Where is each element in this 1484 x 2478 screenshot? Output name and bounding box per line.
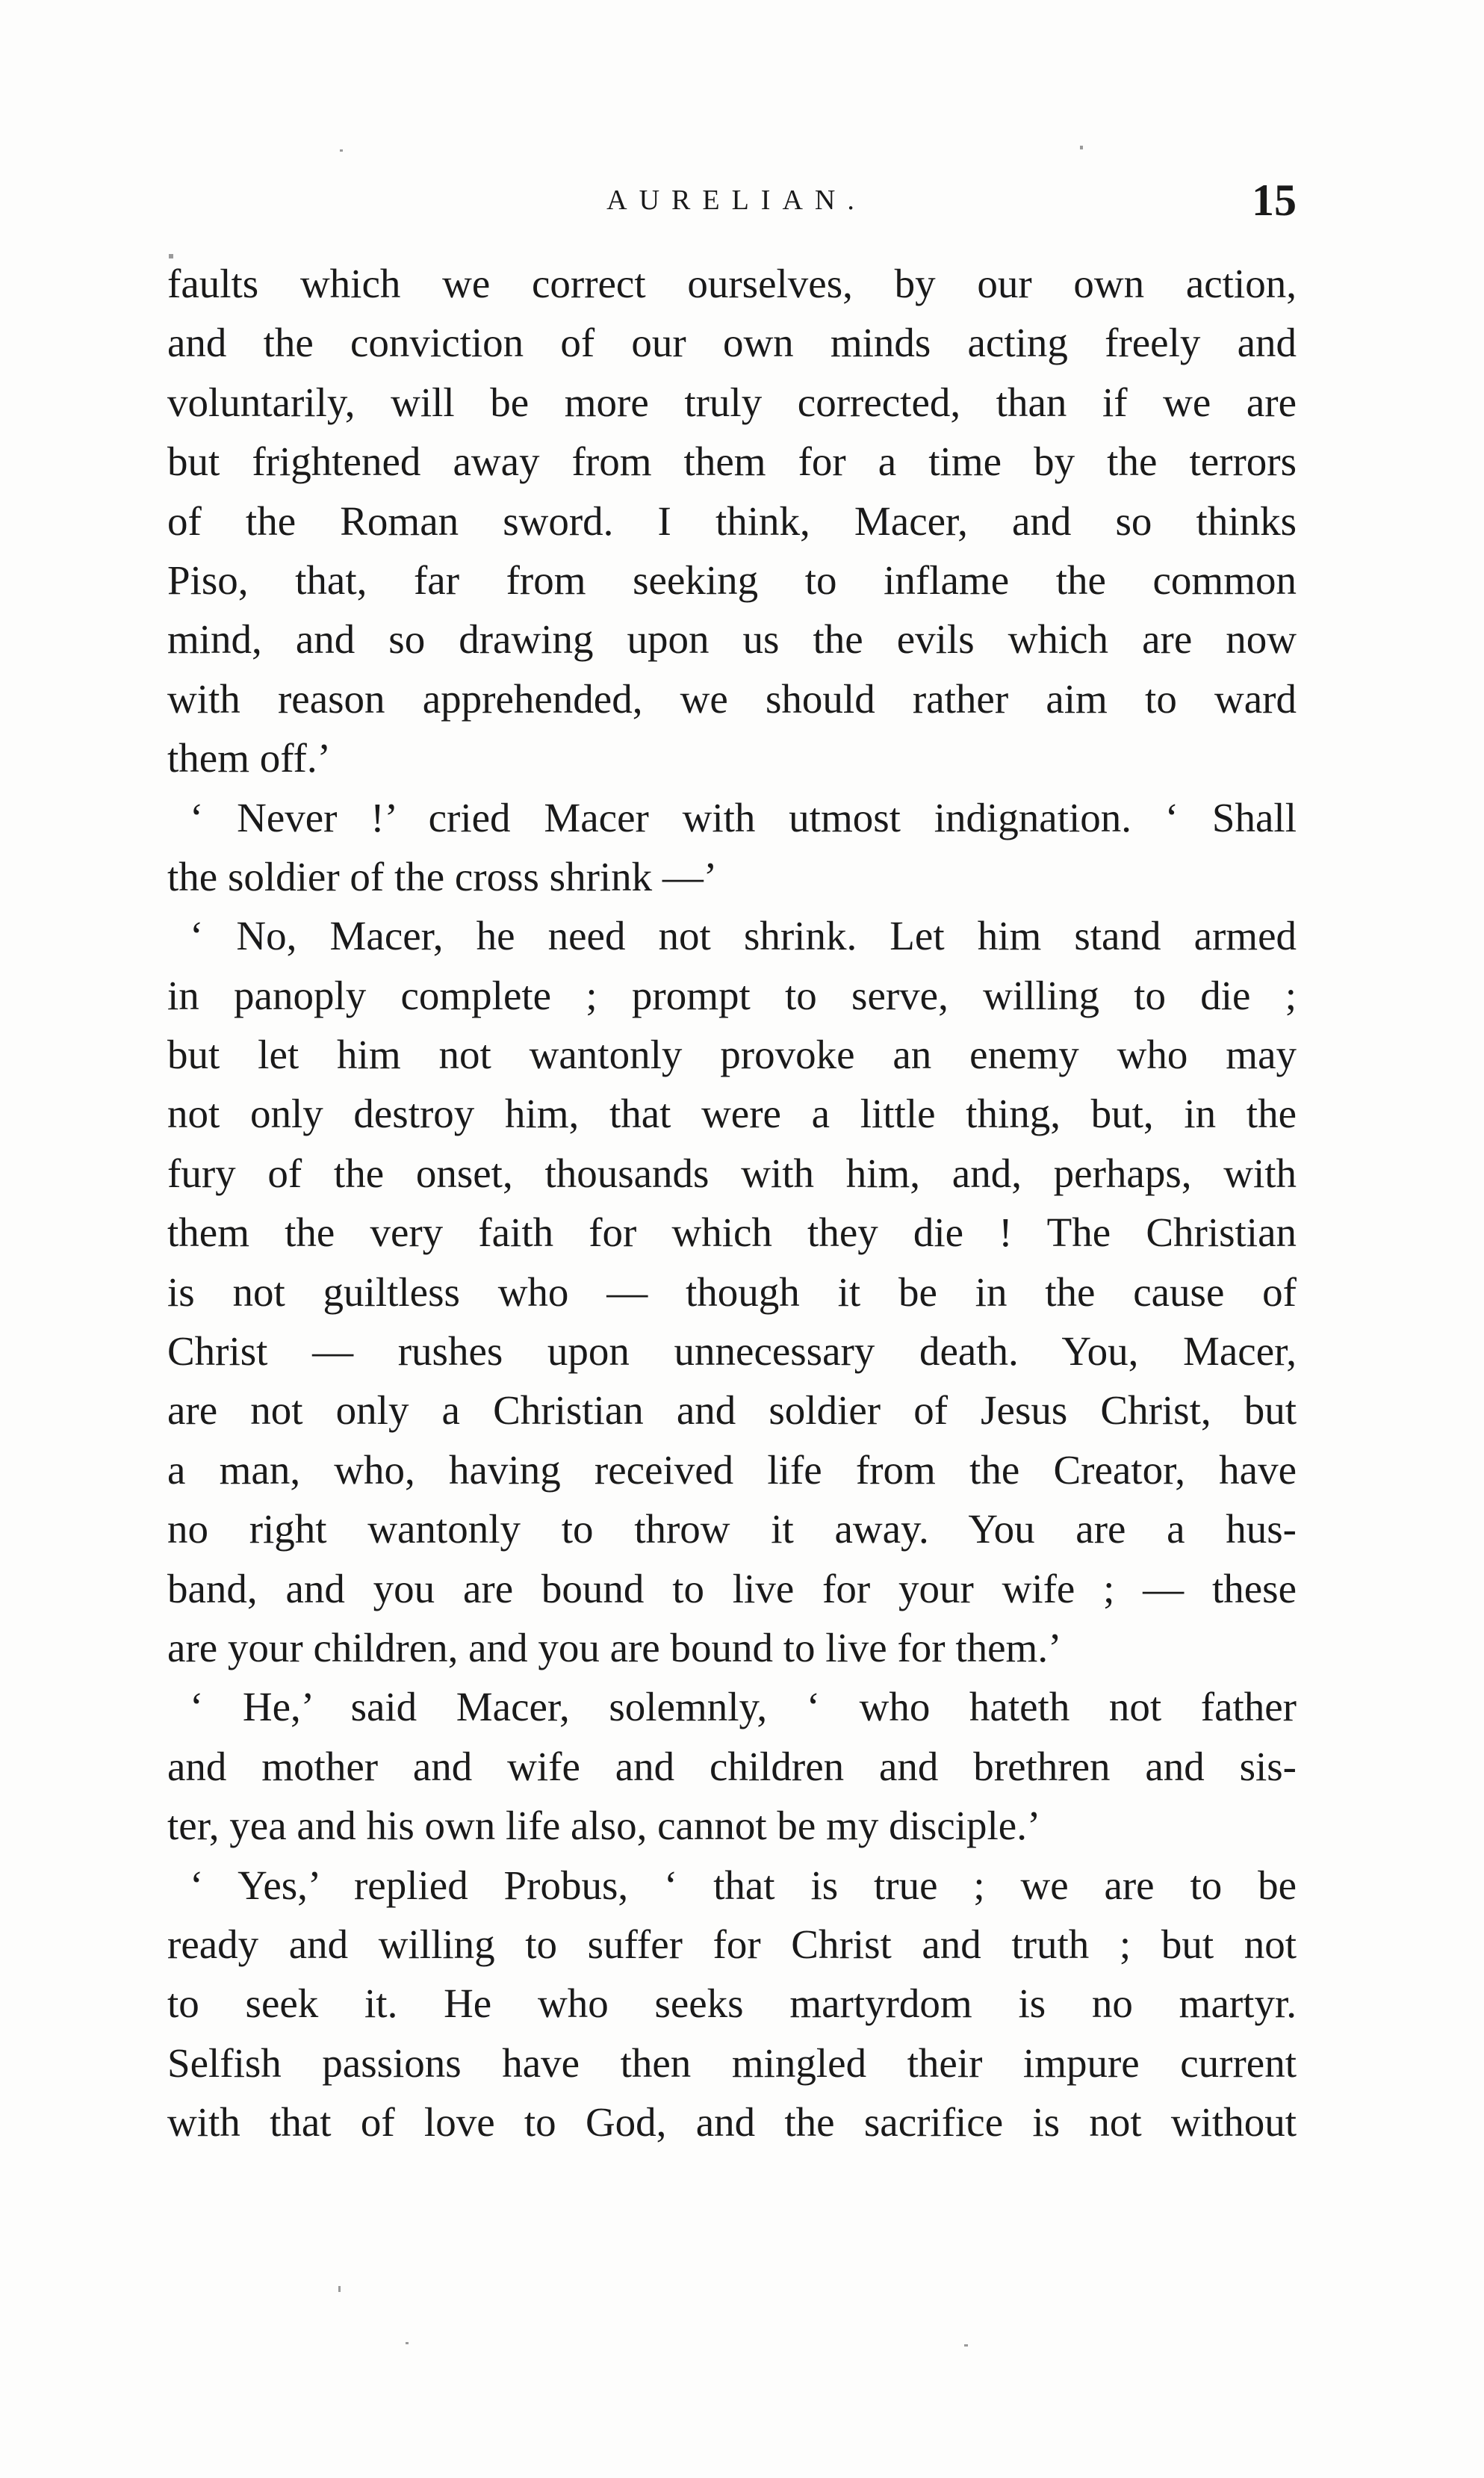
text-line: and the conviction of our own minds acting freely and: [167, 320, 1297, 366]
text-line: are not only a Christian and soldier of Jesus Christ, but: [167, 1387, 1297, 1434]
print-speck: [169, 254, 173, 258]
print-speck: [1080, 146, 1083, 149]
text-line: in panoply complete ; prompt to serve, willing to die ;: [167, 972, 1297, 1018]
text-line: ‘ No, Macer, he need not shrink. Let him stand armed: [190, 913, 1297, 959]
text-line: not only destroy him, that were a little thing, but, in the: [167, 1091, 1297, 1137]
text-line: Christ — rushes upon unnecessary death. You, Macer,: [167, 1328, 1297, 1375]
text-line: Selfish passions have then mingled their impure current: [167, 2039, 1297, 2086]
text-line: a man, who, having received life from the Creator, have: [167, 1446, 1297, 1493]
text-line: them off.’: [167, 735, 331, 781]
text-line: fury of the onset, thousands with him, and, perhaps, with: [167, 1150, 1297, 1196]
page-number: 15: [1252, 176, 1297, 225]
text-line: is not guiltless who — though it be in the cause of: [167, 1269, 1297, 1315]
text-line: ‘ Yes,’ replied Probus, ‘ that is true ; we are to be: [190, 1862, 1297, 1908]
print-speck: [406, 2342, 409, 2344]
text-line: but frightened away from them for a time by the terrors: [167, 439, 1297, 485]
page-header: [170, 178, 1303, 230]
running-title: AURELIAN.: [606, 185, 866, 216]
text-line: to seek it. He who seeks martyrdom is no martyr.: [167, 1980, 1297, 2027]
text-line: the soldier of the cross shrink —’: [167, 853, 718, 899]
print-speck: [964, 2344, 968, 2347]
text-line: ‘ He,’ said Macer, solemnly, ‘ who hateth not father: [190, 1684, 1297, 1730]
text-line: with reason apprehended, we should rather aim to ward: [167, 675, 1297, 722]
text-line: and mother and wife and children and brethren and sis-: [167, 1743, 1297, 1789]
body-text: [167, 254, 1297, 2152]
text-line: ready and willing to suffer for Christ and truth ; but not: [167, 1921, 1297, 1967]
text-line: no right wantonly to throw it away. You are a hus-: [167, 1506, 1297, 1552]
text-line: with that of love to God, and the sacrifice is not without: [167, 2099, 1297, 2146]
text-line: band, and you are bound to live for your wife ; — these: [167, 1565, 1297, 1611]
text-line: ter, yea and his own life also, cannot be my disciple.’: [167, 1803, 1041, 1849]
print-speck: [338, 2286, 341, 2292]
text-line: faults which we correct ourselves, by our own action,: [167, 261, 1297, 306]
print-speck: [340, 149, 343, 152]
text-line: Piso, that, far from seeking to inflame the common: [167, 557, 1297, 603]
text-line: them the very faith for which they die ! The Christian: [167, 1209, 1297, 1256]
text-line: voluntarily, will be more truly corrected, than if we are: [167, 379, 1297, 425]
text-line: are your children, and you are bound to live for them.’: [167, 1624, 1062, 1670]
text-line: but let him not wantonly provoke an enemy who may: [167, 1032, 1297, 1078]
text-line: mind, and so drawing upon us the evils which are now: [167, 616, 1297, 663]
text-line: of the Roman sword. I think, Macer, and so thinks: [167, 498, 1297, 544]
text-line: ‘ Never !’ cried Macer with utmost indignation. ‘ Shall: [190, 794, 1297, 840]
